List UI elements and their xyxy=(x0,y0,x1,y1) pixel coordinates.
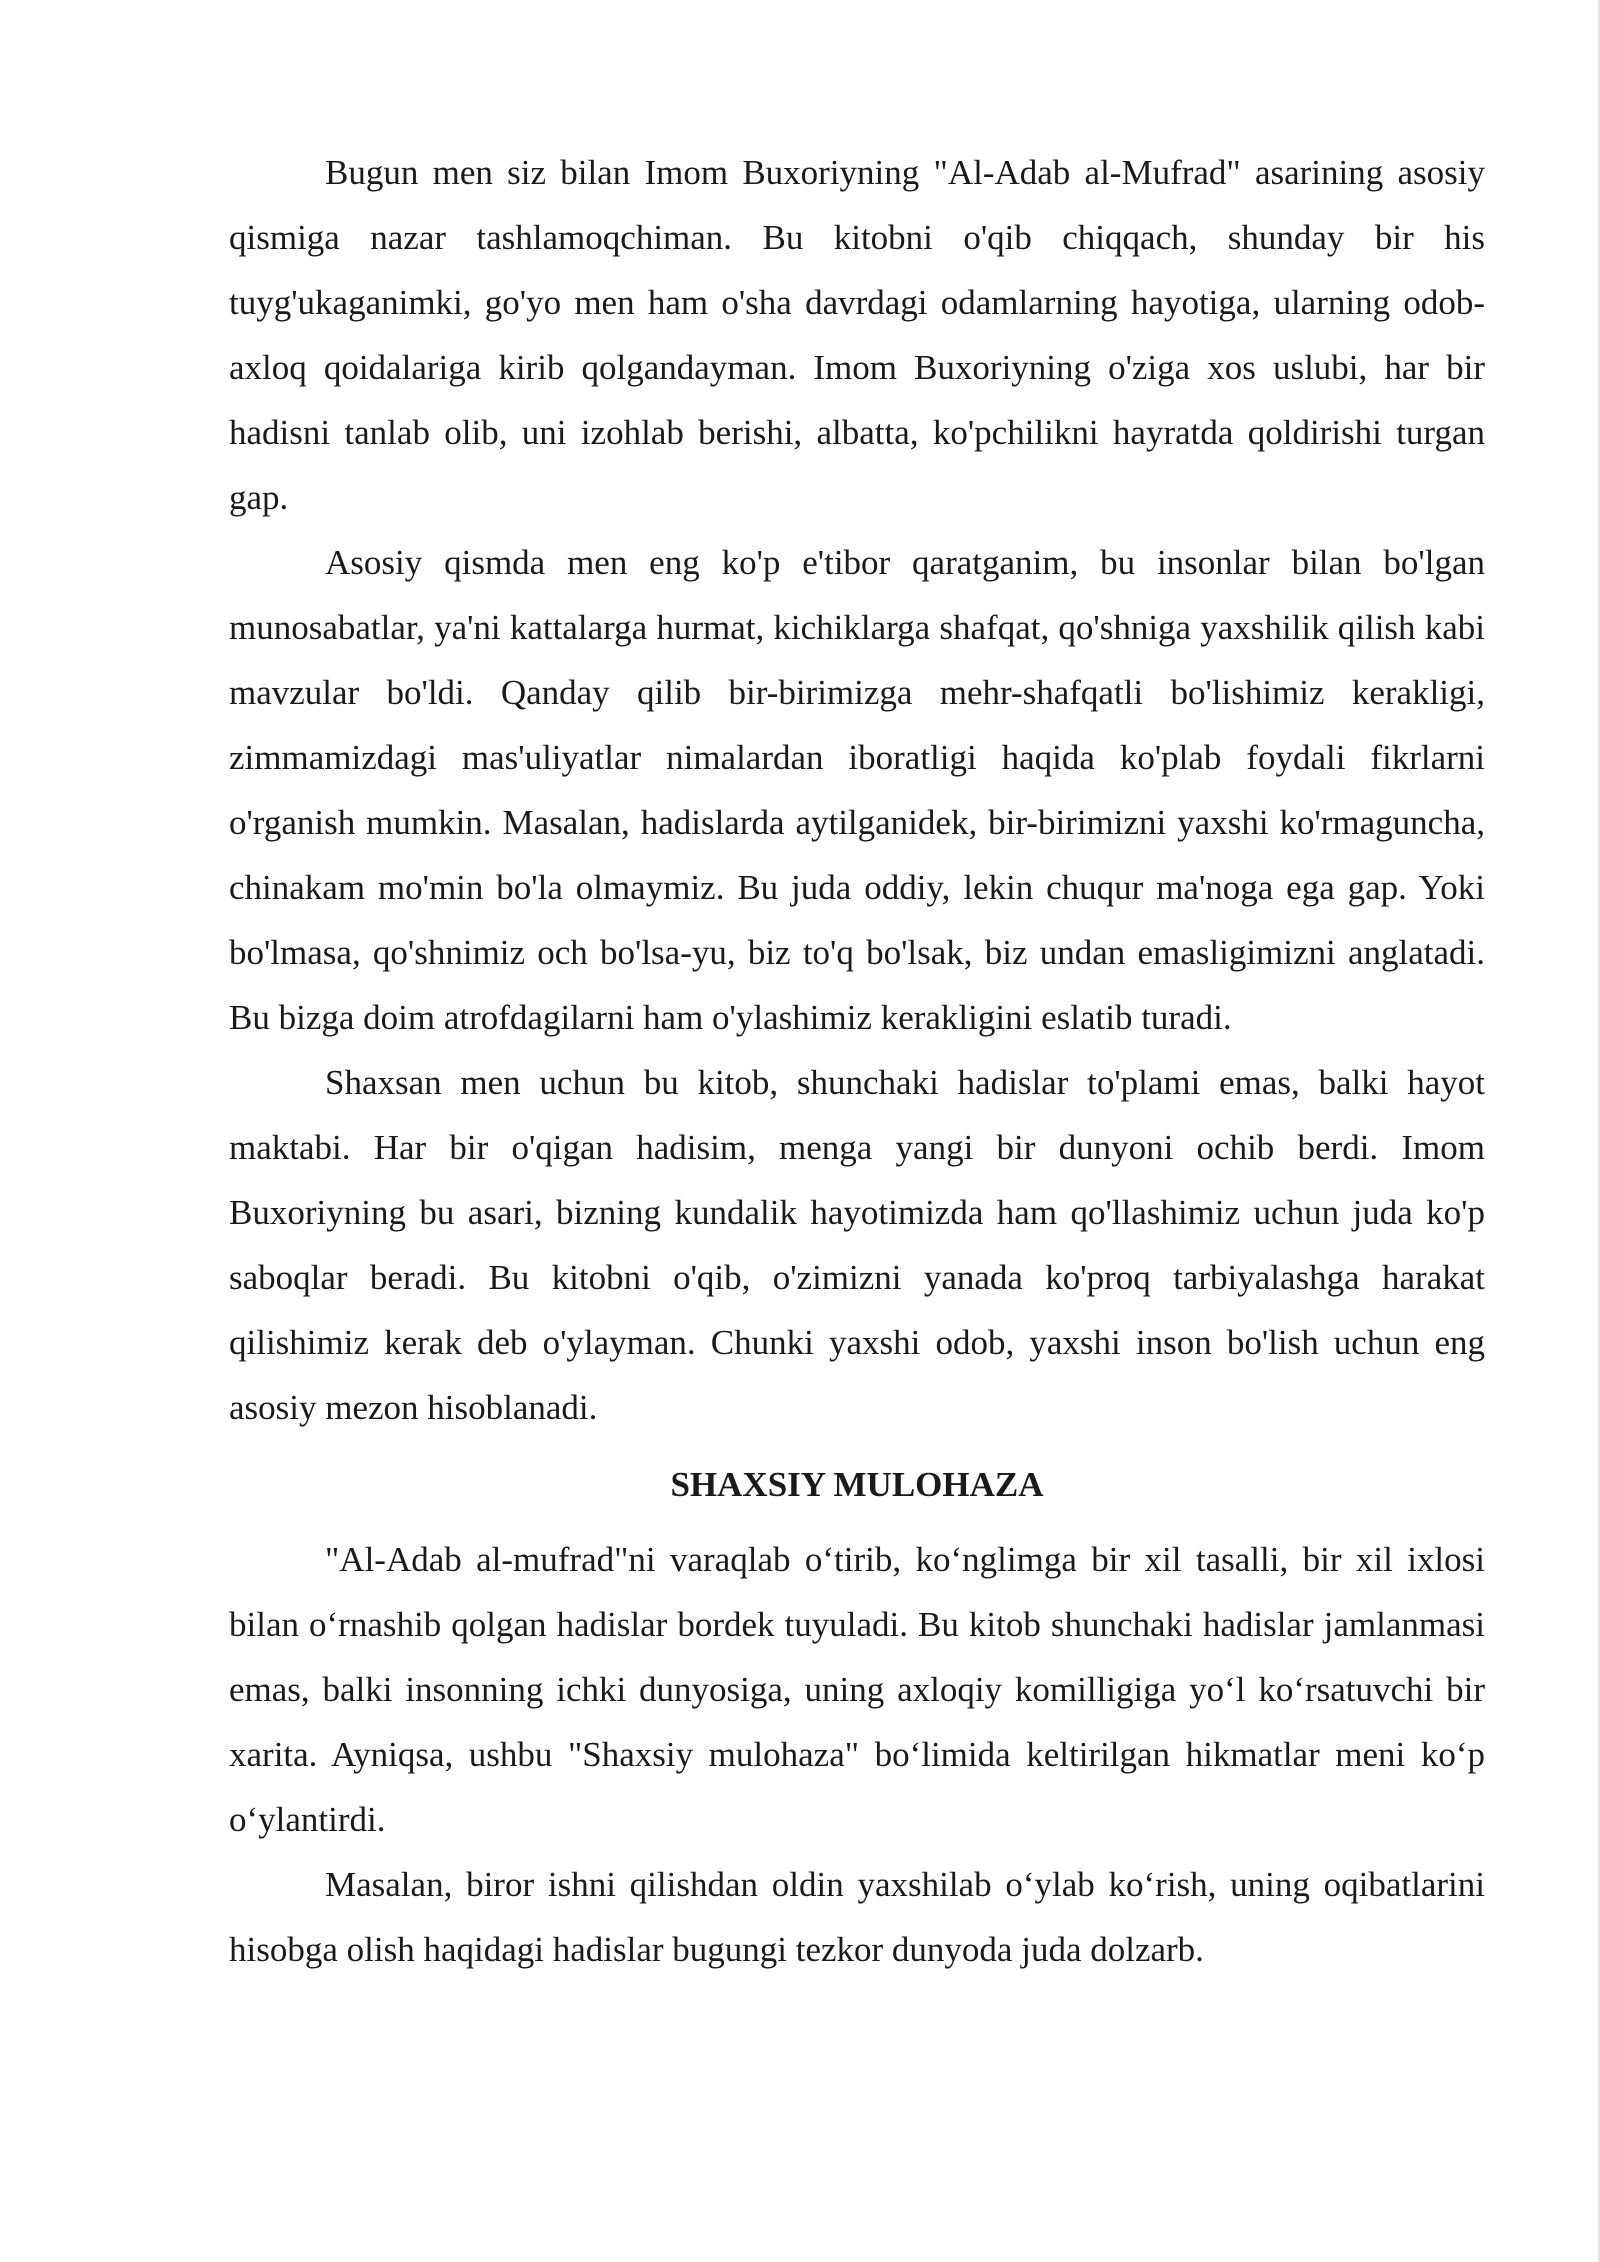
paragraph-intro-3: Shaxsan men uchun bu kitob, shunchaki hadislar to'plami emas, balki hayot maktabi. Har bir o'qigan hadisim, menga yangi bir dunyoni ochib berdi. Imom Buxoriyning bu asari, bizning kundalik hayotimizda ham qo'llashimiz uchun juda ko'p saboqlar beradi. Bu kitobni o'qib, o'zimizni yanada ko'proq tarbiyalashga harakat qilishimiz kerak deb o'ylayman. Chunki yaxshi odob, yaxshi inson bo'lish uchun eng asosiy mezon hisoblanadi. xyxy=(229,1063,1485,1427)
section-heading: SHAXSIY MULOHAZA xyxy=(670,1465,1044,1504)
paragraph-intro-2: Asosiy qismda men eng ko'p e'tibor qaratganim, bu insonlar bilan bo'lgan munosabatlar, ya'ni kattalarga hurmat, kichiklarga shafqat, qo'shniga yaxshilik qilish kabi mavzular bo'ldi. Qanday qilib bir-birimizga mehr-shafqatli bo'lishimiz kerakligi, zimmamizdagi mas'uliyatlar nimalardan iboratligi haqida ko'plab foydali fikrlarni o'rganish mumkin. Masalan, hadislarda aytilganidek, bir-birimizni yaxshi ko'rmaguncha, chinakam mo'min bo'la olmaymiz. Bu juda oddiy, lekin chuqur ma'noga ega gap. Yoki bo'lmasa, qo'shnimiz och bo'lsa-yu, biz to'q bo'lsak, biz undan emasligimizni anglatadi. Bu bizga doim atrofdagilarni ham o'ylashimiz kerakligini eslatib turadi. xyxy=(229,543,1485,1037)
paragraph-section-1: "Al-Adab al-mufrad"ni varaqlab o‘tirib, ko‘nglimga bir xil tasalli, bir xil ixlosi bilan o‘rnashib qolgan hadislar bordek tuyuladi. Bu kitob shunchaki hadislar jamlanmasi emas, balki insonning ichki dunyosiga, uning axloqiy komilligiga yo‘l ko‘rsatuvchi bir xarita. Ayniqsa, ushbu "Shaxsiy mulohaza" bo‘limida keltirilgan hikmatlar meni ko‘p o‘ylantirdi. xyxy=(229,1540,1485,1839)
document-body xyxy=(229,140,1485,1982)
paragraph-intro-1: Bugun men siz bilan Imom Buxoriyning "Al-Adab al-Mufrad" asarining asosiy qismiga nazar tashlamoqchiman. Bu kitobni o'qib chiqqach, shunday bir his tuyg'ukaganimki, go'yo men ham o'sha davrdagi odamlarning hayotiga, ularning odob-axloq qoidalariga kirib qolgandayman. Imom Buxoriyning o'ziga xos uslubi, har bir hadisni tanlab olib, uni izohlab berishi, albatta, ko'pchilikni hayratda qoldirishi turgan gap. xyxy=(229,153,1485,517)
paragraph-section-2: Masalan, biror ishni qilishdan oldin yaxshilab o‘ylab ko‘rish, uning oqibatlarini hisobga olish haqidagi hadislar bugungi tezkor dunyoda juda dolzarb. xyxy=(229,1865,1485,1969)
